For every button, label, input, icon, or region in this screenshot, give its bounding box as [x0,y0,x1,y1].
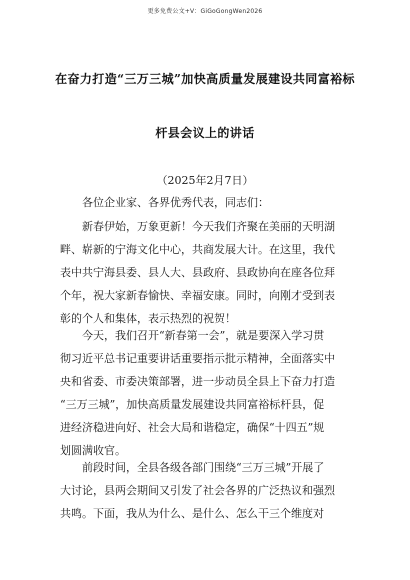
paragraph-2 [60,324,360,462]
salutation-line: 各位企业家、各界优秀代表，同志们： [82,196,269,209]
title-line-1: 在奋力打造“三万三城”加快高质量发展建设共同富裕标 [55,72,355,86]
paragraph-line: 今天，我们召开“新春第一会”，就是要深入学习贯 [82,329,325,342]
paragraph-1 [60,215,360,330]
paragraph-line: 畔、崭新的宁海文化中心，共商发展大计。在这里，我代 [60,243,335,256]
title-line-2: 杆县会议上的讲话 [155,126,255,140]
paragraph-line: 新春伊始，万象更新！今天我们齐聚在美丽的天明湖 [82,220,335,233]
salutation [60,191,360,214]
paragraph-line: 彻习近平总书记重要讲话重要指示批示精神，全面落实中 [60,352,335,365]
paragraph-3 [60,456,360,525]
paragraph-line: 进经济稳进向好、社会大局和谐稳定，确保“十四五”规 [60,421,325,434]
header-note: 更多免费公文+V：GiGoGongWen2026 [147,8,263,15]
paragraph-line: “三万三城”，加快高质量发展建设共同富裕标杆县，促 [60,398,325,411]
paragraph-line: 大讨论，县两会期间又引发了社会各界的广泛热议和强烈 [60,484,335,497]
paragraph-line: 央和省委、市委决策部署，进一步动员全县上下奋力打造 [60,375,335,388]
paragraph-line: 前段时间，全县各级各部门围绕“三万三城”开展了 [82,461,325,474]
paragraph-line: 共鸣。下面，我从为什么、是什么、怎么干三个维度对 [60,507,324,520]
paragraph-line: 彰的个人和集体，表示热烈的祝贺！ [60,312,236,325]
paragraph-line: 个年，祝大家新春愉快、幸福安康。同时，向刚才受到表 [60,289,335,302]
paragraph-line: 划圆满收官。 [60,444,126,457]
paragraph-line: 表中共宁海县委、县人大、县政府、县政协向在座各位拜 [60,266,335,279]
speech-date: （2025年2月7日） [156,174,254,187]
